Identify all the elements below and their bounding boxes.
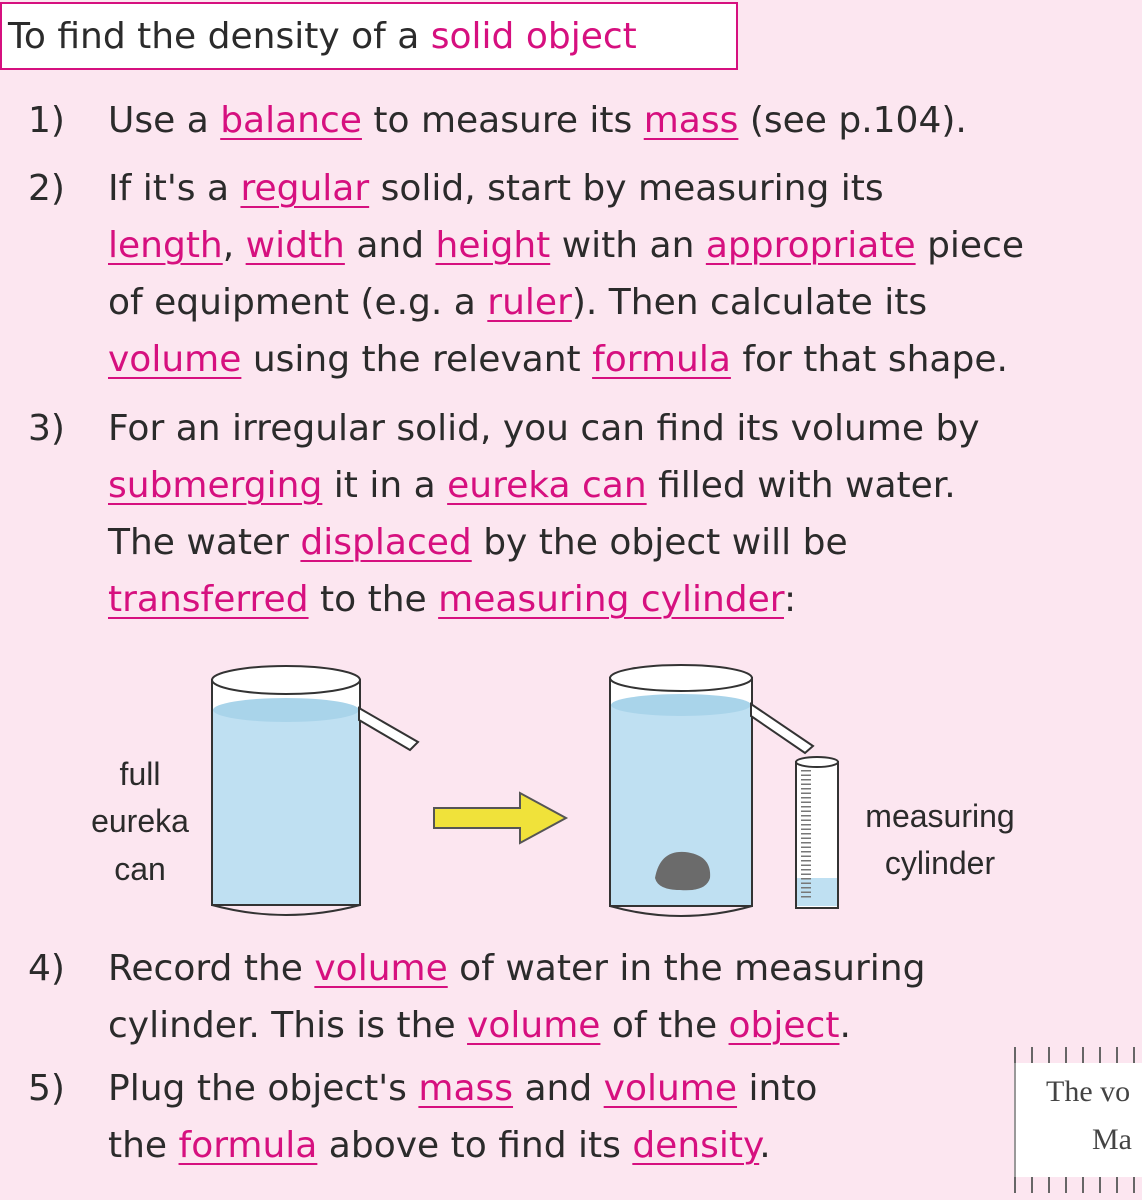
key-term: mass <box>418 1068 514 1109</box>
text-line <box>108 1060 817 1117</box>
text-run: Use a <box>108 100 221 141</box>
text-line <box>108 997 925 1054</box>
section-title <box>0 2 738 70</box>
text-line <box>108 160 1024 217</box>
text-run: and <box>513 1068 604 1109</box>
text-run: into <box>737 1068 818 1109</box>
note-border-bottom <box>1014 1177 1142 1193</box>
text-run: with an <box>550 225 706 266</box>
key-term: formula <box>592 339 731 380</box>
text-line <box>108 1117 817 1174</box>
text-run: piece <box>915 225 1025 266</box>
full-label-line2: eureka <box>91 803 189 839</box>
key-term: volume <box>467 1005 601 1046</box>
right-arrow-icon <box>434 793 566 843</box>
text-run: using the relevant <box>241 339 593 380</box>
text-run: The water <box>108 522 301 563</box>
step-number: 5) <box>28 1068 65 1109</box>
key-term: submerging <box>108 465 323 506</box>
step-text <box>108 160 1024 388</box>
text-line <box>108 457 980 514</box>
key-term: volume <box>603 1068 738 1109</box>
key-term: regular <box>240 168 370 209</box>
key-term: volume <box>108 339 242 380</box>
key-term: length <box>108 225 223 266</box>
note-line2: Ma <box>1092 1123 1132 1156</box>
text-run: to the <box>308 579 439 620</box>
full-label-line1: full <box>119 756 161 792</box>
side-note <box>1000 1045 1142 1195</box>
text-run: . <box>759 1125 771 1166</box>
key-term: ruler <box>487 282 572 323</box>
text-run: For an irregular solid, you can find its volume by <box>108 408 980 449</box>
title-plain: To find the density of a <box>8 16 431 57</box>
text-run: If it's a <box>108 168 241 209</box>
key-term: volume <box>314 948 448 989</box>
text-run: solid, start by measuring its <box>369 168 884 209</box>
key-term: formula <box>178 1125 318 1166</box>
text-run: to measure its <box>361 100 644 141</box>
text-line <box>108 217 1024 274</box>
text-line <box>108 92 967 149</box>
text-run: Plug the object's <box>108 1068 419 1109</box>
full-eureka-can <box>212 666 418 915</box>
note-border-top <box>1014 1047 1142 1063</box>
text-line <box>108 571 980 628</box>
text-run: for that shape. <box>730 339 1008 380</box>
text-line <box>108 331 1024 388</box>
measuring-cylinder-icon <box>796 757 838 908</box>
key-term: transferred <box>108 579 309 620</box>
key-term: object <box>728 1005 840 1046</box>
cylinder-label-line1: measuring <box>865 798 1015 834</box>
text-run: ). Then calculate its <box>571 282 928 323</box>
step-number: 4) <box>28 948 65 989</box>
text-run: . <box>839 1005 851 1046</box>
text-run: cylinder. This is the <box>108 1005 468 1046</box>
cylinder-label-line2: cylinder <box>884 845 996 881</box>
text-run: (see p.104). <box>738 100 967 141</box>
text-run: it in a <box>322 465 448 506</box>
text-run: Record the <box>108 948 315 989</box>
key-term: measuring cylinder <box>438 579 784 620</box>
text-line <box>108 514 980 571</box>
step-number: 2) <box>28 168 65 209</box>
text-run: of water in the measuring <box>447 948 926 989</box>
text-line <box>108 940 925 997</box>
key-term: width <box>245 225 345 266</box>
key-term: balance <box>220 100 362 141</box>
step-number: 3) <box>28 408 65 449</box>
text-run: , <box>222 225 246 266</box>
text-run: above to find its <box>317 1125 633 1166</box>
text-run: : <box>783 579 797 620</box>
eureka-can-with-object <box>610 665 813 916</box>
step-number: 1) <box>28 100 65 141</box>
step-text <box>108 400 980 628</box>
note-line1: The vo <box>1046 1075 1131 1108</box>
eureka-can-diagram <box>0 650 1142 930</box>
text-run: of the <box>600 1005 729 1046</box>
step-text <box>108 92 967 149</box>
text-run: the <box>108 1125 179 1166</box>
key-term: mass <box>643 100 739 141</box>
text-line <box>108 400 980 457</box>
key-term: eureka can <box>447 465 647 506</box>
text-run: of equipment (e.g. a <box>108 282 488 323</box>
key-term: density <box>632 1125 760 1166</box>
full-label-line3: can <box>114 851 166 887</box>
text-run: and <box>344 225 436 266</box>
step-text <box>108 940 925 1054</box>
text-run: filled with water. <box>646 465 956 506</box>
text-run: by the object will be <box>471 522 848 563</box>
title-highlight: solid object <box>430 16 637 57</box>
key-term: appropriate <box>705 225 916 266</box>
key-term: height <box>435 225 551 266</box>
text-line <box>108 274 1024 331</box>
key-term: displaced <box>300 522 472 563</box>
step-text <box>108 1060 817 1174</box>
